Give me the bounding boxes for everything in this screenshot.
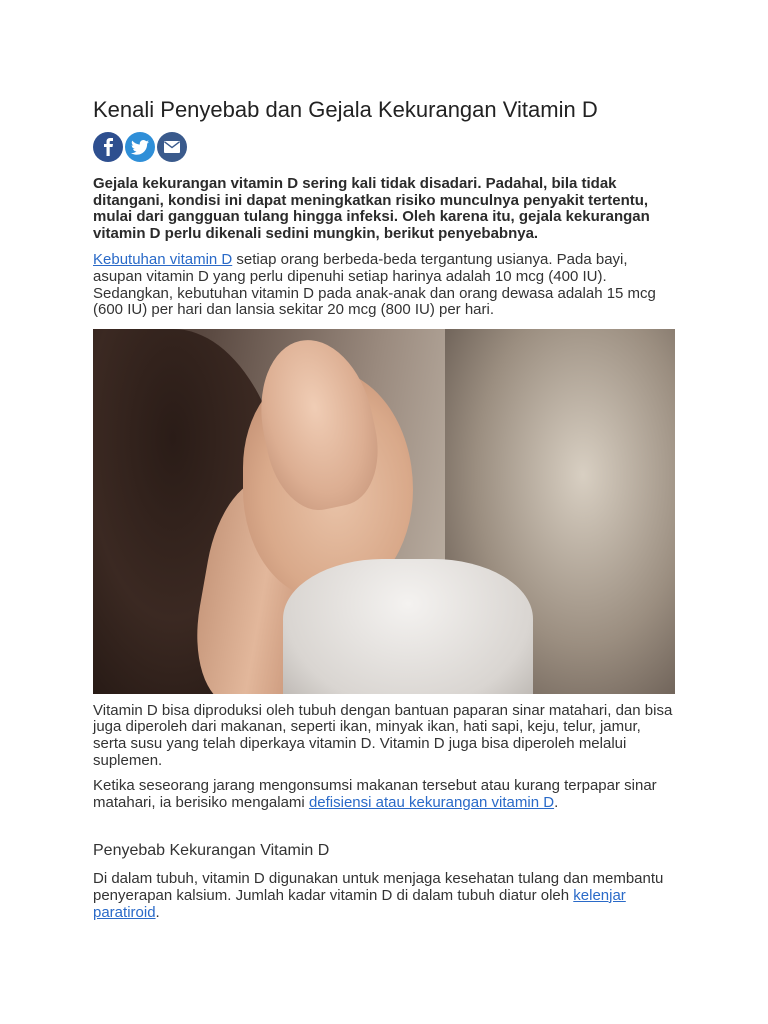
share-bar [93, 132, 677, 162]
lead-paragraph: Gejala kekurangan vitamin D sering kali tidak disadari. Padahal, bila tidak ditangani, kondisi ini dapat meningkatkan risiko munculnya penyakit tertentu, mulai dari gangguan tulang hingga infeksi. Oleh karena itu, gejala kekurangan vitamin D perlu dikenali sedini mungkin, berikut penyebabnya. [93, 175, 650, 242]
vitamin-d-needs-link[interactable]: Kebutuhan vitamin D [93, 251, 233, 269]
paragraph-end: . [554, 793, 559, 811]
deficiency-link[interactable]: defisiensi atau kekurangan vitamin D [308, 793, 555, 811]
paragraph-end: . [155, 903, 160, 921]
paragraph-parathyroid [93, 871, 677, 921]
section-heading: Penyebab Kekurangan Vitamin D [93, 842, 330, 860]
paragraph-vitamin-d-sources: Vitamin D bisa diproduksi oleh tubuh dengan bantuan paparan sinar matahari, dan bisa juga diperoleh dari makanan, seperti ikan, minyak ikan, hati sapi, keju, telur, jamur, serta susu yang telah diperkaya vitamin D. Vitamin D juga bisa diperoleh melalui suplemen. [93, 701, 673, 769]
twitter-icon [131, 140, 149, 155]
email-share-button[interactable] [157, 132, 187, 162]
email-icon [164, 141, 180, 153]
article-title: Kenali Penyebab dan Gejala Kekurangan Vitamin D [93, 97, 598, 122]
paragraph-vitamin-d-needs [93, 252, 677, 318]
article [93, 96, 677, 921]
facebook-icon [102, 138, 114, 156]
parathyroid-link[interactable]: kelenjar paratiroid [93, 886, 626, 921]
facebook-share-button[interactable] [93, 132, 123, 162]
paragraph-text: setiap orang berbeda-beda tergantung usianya. Pada bayi, asupan vitamin D yang perlu dipenuhi setiap harinya adalah 10 mcg (400 IU). Sedangkan, kebutuhan vitamin D pada anak-anak dan orang dewasa adalah 15 mcg (600 IU) per hari dan lansia sekitar 20 mcg (800 IU) per hari. [93, 251, 656, 319]
article-image [93, 329, 675, 694]
paragraph-deficiency-risk [93, 778, 677, 811]
paragraph-text: Di dalam tubuh, vitamin D digunakan untuk menjaga kesehatan tulang dan membantu penyerapan kalsium. Jumlah kadar vitamin D di dalam tubuh diatur oleh [93, 870, 664, 904]
paragraph-text: Ketika seseorang jarang mengonsumsi makanan tersebut atau kurang terpapar sinar matahari, ia berisiko mengalami [93, 777, 657, 811]
twitter-share-button[interactable] [125, 132, 155, 162]
